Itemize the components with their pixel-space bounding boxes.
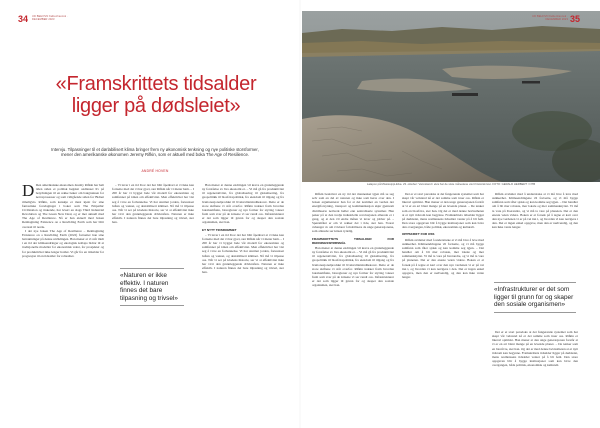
- page-number-left: 34: [18, 14, 29, 24]
- subhead-2: FRAMSKRITTETS TIDSALDER FOR REDNINGSSPØRSMÅL: [312, 236, 394, 245]
- body-column-3: [202, 183, 284, 415]
- body-column-1: [22, 183, 104, 415]
- body-text-3: Han mener at denne endringen vil kreve en grunnleggende ny forståelse av hva økonomi er. – Vi må gå fra produktivitet til regenerativitet, fra globalisering til glokalisering, fra geopolitikk til biosfærepolitikk, fra eiendom til tilgang og fra bruttonasjonalprodukt til livskvalitetsindikatorer. Dette er de store skiftene vi står overfor. Rifkin trekker frem hvordan lokalsamfunn, bioregioner og nye former for styring vokser frem som svar på de krisene vi ser rundt oss. Infrastrukturer er det som ligger til grunn for og skaper den sosiale organismen, sier han.: [202, 183, 284, 225]
- running-head-left: UD BEHOVN Københavnsk · DECEMBER 2023: [32, 15, 68, 22]
- body-text-3b: – Vi lever i en tid hvor det har blitt åpenbart at vi ikke kan fortsette med det vi har gjort, sier Rifkin når vi møter ham. – I 200 år har vi bygget hele vår modell for økonomien og samfunnet på idéen om effektivitet. Men effektivitet har vist seg å være en forbannelse. Vi har utarmet jorden, forurenset luften og vannet, og destabilisert klimaet. Nå må vi tilpasse oss. Når vi ser på klodens historie, ser vi at effektivitet ikke har vært den grunnleggende drivkraften. Naturen er ikke effektiv. I naturen finnes det bare tilpasning og trivsel, sier han.: [202, 232, 284, 275]
- body-text-1b: I det nye boken The Age of Resilience – Reimagining Existence on a Rewilding Earth (2022) fortsetter han sine betraktninger på denne utviklingen. Han mener at vi står midt i en tid der klimaendringer og økologisk kollaps bidrar til at tradisjonelle modeller for økonomisk vekst, for prosjekter og for produktivitet ikke lenger holder. Vi går fra en tidsalder for progresjon til en tidsalder for robusthet.: [22, 228, 104, 258]
- body-text-4: Rifkin beskriver en ny tid der mennesket igjen må se seg selv som en del av naturen og ikke som herre over den. I boken argumenterer han for at det kommer en verden der energiforsyning, transport og kommunikasjon skjer gjennom distribuerte nettverk heller enn sentraliserte systemer. Han peker på at den tredje industrielle revolusjonen allerede er i gang, og at den vil endre måten vi lever og jobber på. – Spørsmålet er om vi rekker det i tide, sier han. Svaret avhenger av om vi klarer å mobilisere de unge generasjonene, som allerede ser krisen tydelig.: [312, 192, 394, 234]
- body-column-6-top: [492, 192, 578, 280]
- pull-quote-text-2: «Infrastrukturer er det som ligger til grunn for og skaper den sosiale organismen»: [494, 286, 574, 309]
- body-text-5: Det er et stort paradoks at det fungerende systemet som har skapt vår velstand nå er det samme som truer oss. Rifkin er likevel optimist. Han mener at den unge generasjonen forstår at vi er en art blant mange på en levende planet. – De tenker som en biosfære, sier han. Og det er med denne bevisstheten at et nytt tidsrom kan begynne. Framskrittets tidsalder ligger på dødsleiet, mens resiliensens tidsalder venter på å bli født. Den store oppgaven blir å bygge institusjoner som kan bære den overgangen, både politisk, økonomisk og kulturelt.: [402, 192, 484, 230]
- pull-quote-rule-top: [120, 268, 184, 269]
- river-landscape-image: [302, 11, 600, 182]
- drop-cap: D: [22, 183, 35, 200]
- body-column-6-bottom: [492, 330, 578, 416]
- body-column-5: [402, 192, 484, 416]
- body-text-6b: Det er et stort paradoks at det fungerende systemet som har skapt vår velstand nå er det samme som truer oss. Rifkin er likevel optimist. Han mener at den unge generasjonen forstår at vi er en art blant mange på en levende planet. – De tenker som en biosfære, sier han. Og det er med denne bevisstheten at et nytt tidsrom kan begynne. Framskrittets tidsalder ligger på dødsleiet, mens resiliensens tidsalder venter på å bli født. Den store oppgaven blir å bygge institusjoner som kan bære den overgangen, både politisk, økonomisk og kulturelt.: [492, 330, 578, 368]
- byline: ANDRÉ HOVEN: [141, 169, 169, 173]
- pull-quote-rule-bottom: [120, 305, 184, 306]
- pull-quote-rule-bottom-2: [494, 312, 576, 313]
- subhead-3: OPPSKRIFT FOR OSS: [402, 232, 435, 237]
- body-text-1: Den amerikanske økonomen Jeremy Rifkin har helt tiden siden et politisk høgsløt ondlanset liv på betydningen til en rekke bøker om bakgrunnen for nerveprosesser og som vidtgående siden for Bidnet rimeligvis. Rifkin, som kanskje er mest kjent for sine fantastiske forsdaginger i boker som The Empathic Civilization og tinkende, har levert en slags Third Industrial Revolution og The Green New Deal, og er mer aktuell med The Age of Resilience. Nå er han aktuell med boken Reimagining Existence on a Rewilding Earth som har blitt oversatt til norsk.: [22, 183, 104, 229]
- pull-quote-rule-top-2: [494, 282, 576, 283]
- photo-caption: Lalapon på Mississippi-Elva. 23. oktober: Vannstand i elva har de siste månedene vært historisk lavt. FOTO: GERALD HERBERT / NTB: [366, 182, 536, 186]
- body-text-2: – Vi lever i en tid hvor det har blitt åpenbart at vi ikke kan fortsette med det vi har gjort, sier Rifkin når vi møter ham. – I 200 år har vi bygget hele vår modell for økonomien og samfunnet på idéen om effektivitet. Men effektivitet har vist seg å være en forbannelse. Vi har utarmet jorden, forurenset luften og vannet, og destabilisert klimaet. Nå må vi tilpasse oss. Når vi ser på klodens historie, ser vi at effektivitet ikke har vært den grunnleggende drivkraften. Naturen er ikke effektiv. I naturen finnes det bare tilpasning og trivsel, sier han.: [112, 183, 194, 225]
- page-number-right: 35: [570, 14, 581, 24]
- body-text-6: Rifkin avslutter med å understreke at vi må lære å leve med usikkerhet. Klimaendringene vil fortsette, og vi må bygge samfunn som tåler sjokk og kan komme seg igjen. – Det handler om å bli mer robuste, mer lokale og mer sammenknyttet. Vi må ta vare på hverandre, og vi må ta vare på planeten. Det er den eneste veien videre. Boken er et forsøk på å tegne et kart over den nye verdenen vi er på vei inn i, og hvordan vi kan navigere i den. Det er ingen enkel oppgave, men den er nødvendig, og den kan ikke vente lenger.: [492, 192, 578, 230]
- spread-fold: [299, 0, 301, 428]
- article-headline: «Framskrittets tidsalder ligger på dødsleiet»: [55, 73, 257, 117]
- running-head-right: UD BEHOVN Københavnsk · DECEMBER 2023: [532, 15, 568, 22]
- body-text-4b: Han mener at denne endringen vil kreve en grunnleggende ny forståelse av hva økonomi er. – Vi må gå fra produktivitet til regenerativitet, fra globalisering til glokalisering, fra geopolitikk til biosfærepolitikk, fra eiendom til tilgang og fra bruttonasjonalprodukt til livskvalitetsindikatorer. Dette er de store skiftene vi står overfor. Rifkin trekker frem hvordan lokalsamfunn, bioregioner og nye former for styring vokser frem som svar på de krisene vi ser rundt oss. Infrastrukturer er det som ligger til grunn for og skaper den sosiale organismen, sier han.: [312, 245, 394, 288]
- pull-quote-text-1: «Naturen er ikke effektiv. I naturen finnes det bare tilpasning og trivsel»: [120, 272, 178, 302]
- pull-quote-right: [494, 282, 576, 313]
- article-ingress: Intervju. Tilpasninger til et dørlabilisert klima bringer frem ny økonomisk tenkning og nye politiske storsformer, mener den amerikanske økonomen Jeremy Rifkin, som er aktuell med boka The Age of Resilience.: [51, 147, 259, 158]
- body-text-5b: Rifkin avslutter med å understreke at vi må lære å leve med usikkerhet. Klimaendringene vil fortsette, og vi må bygge samfunn som tåler sjokk og kan komme seg igjen. – Det handler om å bli mer robuste, mer lokale og mer sammenknyttet. Vi må ta vare på hverandre, og vi må ta vare på planeten. Det er den eneste veien videre. Boken er et forsøk på å tegne et kart over den nye verdenen vi er på vei inn i, og hvordan vi kan navigere i den. Det er ingen enkel oppgave, men den er nødvendig, og den kan ikke vente lenger.: [402, 237, 484, 279]
- subhead-1: ET NYTT TIDSROMMET: [202, 227, 237, 232]
- pull-quote-left: [120, 268, 184, 306]
- article-photo: [302, 11, 600, 182]
- body-column-4: [312, 192, 394, 416]
